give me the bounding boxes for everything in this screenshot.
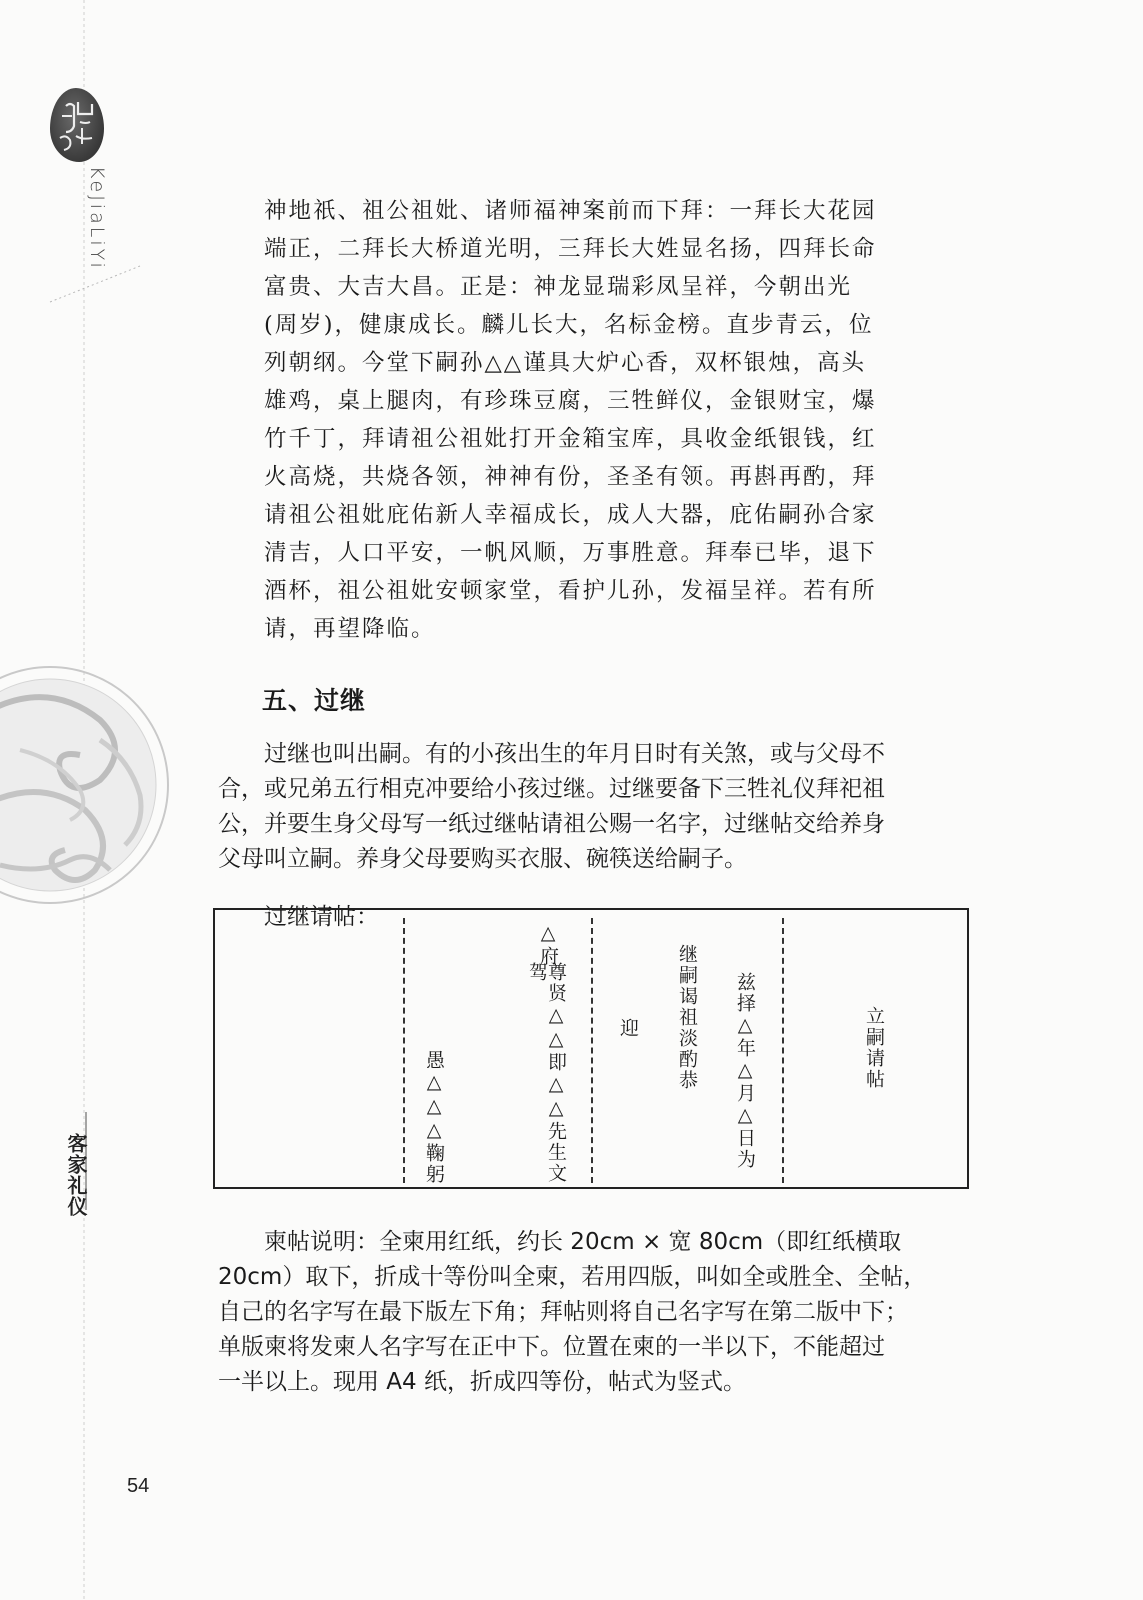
paragraph-line: 自己的名字写在最下版左下角；拜帖则将自己名字写在第二版中下；: [218, 1299, 908, 1325]
fold-line: [403, 918, 405, 1183]
verse-line: 神地祇、祖公祖妣、诸师福神案前而下拜：一拜长大花园: [264, 198, 877, 224]
card-host-column-b: 尊贤△△即△△先生文驾: [526, 962, 567, 1184]
explanation-paragraph: [218, 1225, 988, 1400]
brand-text: KeJiaLiYi: [86, 166, 108, 271]
paragraph-line: 单版柬将发柬人名字写在正中下。位置在柬的一半以下，不能超过: [218, 1334, 885, 1360]
side-book-title: 客家礼仪: [64, 1133, 88, 1217]
verse-line: 雄鸡，桌上腿肉，有珍珠豆腐，三牲鲜仪，金银财宝，爆: [264, 388, 877, 414]
paragraph-line: 柬帖说明：全柬用红纸，约长 20cm × 宽 80cm（即红纸横取: [218, 1229, 902, 1255]
fold-line: [782, 918, 784, 1183]
verse-line: 请，再望降临。: [264, 616, 436, 642]
card-label: 过继请帖：: [264, 904, 379, 930]
intro-paragraph: [218, 737, 988, 877]
card-date-column: 兹择△年△月△日为: [734, 972, 756, 1170]
verse-line: 请祖公祖妣庇佑新人幸福成长，成人大器，庇佑嗣孙合家: [264, 502, 877, 528]
card-sender-column: 愚△△△鞠躬: [423, 1050, 445, 1185]
prayer-verse: [264, 192, 964, 648]
verse-line: 清吉，人口平安，一帆风顺，万事胜意。拜奉已毕，退下: [264, 540, 877, 566]
seal-logo: [50, 88, 104, 162]
page-number: 54: [127, 1475, 150, 1497]
paragraph-line: 合，或兄弟五行相克冲要给小孩过继。过继要备下三牲礼仪拜祀祖: [218, 776, 885, 802]
verse-line: 酒杯，祖公祖妣安顿家堂，看护儿孙，发福呈祥。若有所: [264, 578, 877, 604]
card-title-column: 立嗣请帖: [863, 1006, 885, 1090]
decorative-cloud-ornament: [0, 650, 180, 930]
paragraph-line: 一半以上。现用 A4 纸，折成四等份，帖式为竖式。: [218, 1369, 746, 1395]
verse-line: 端正，二拜长大桥道光明，三拜长大姓显名扬，四拜长命: [264, 236, 877, 262]
card-welcome-column: 迎: [617, 1018, 639, 1039]
paragraph-line: 20cm）取下，折成十等份叫全柬，若用四版，叫如全或胜全、全帖，: [218, 1264, 927, 1290]
verse-line: (周岁)，健康成长。麟儿长大，名标金榜。直步青云，位: [264, 312, 874, 338]
card-host-column-a: △府: [537, 922, 559, 967]
paragraph-line: 公，并要生身父母写一纸过继帖请祖公赐一名字，过继帖交给养身: [218, 811, 885, 837]
paragraph-line: 父母叫立嗣。养身父母要购买衣服、碗筷送给嗣子。: [218, 846, 747, 872]
verse-line: 列朝纲。今堂下嗣孙△△谨具大炉心香，双杯银烛，高头: [264, 350, 867, 376]
section-heading: 五、过继: [262, 686, 367, 715]
fold-line: [591, 918, 593, 1183]
paragraph-line: 过继也叫出嗣。有的小孩出生的年月日时有关煞，或与父母不: [218, 741, 885, 767]
invitation-card: [213, 908, 969, 1189]
card-rite-column: 继嗣谒祖淡酌恭: [676, 944, 698, 1091]
verse-line: 火高烧，共烧各领，神神有份，圣圣有领。再斟再酌，拜: [264, 464, 877, 490]
verse-line: 竹千丁，拜请祖公祖妣打开金箱宝库，具收金纸银钱，红: [264, 426, 877, 452]
verse-line: 富贵、大吉大昌。正是：神龙显瑞彩凤呈祥，今朝出光: [264, 274, 853, 300]
